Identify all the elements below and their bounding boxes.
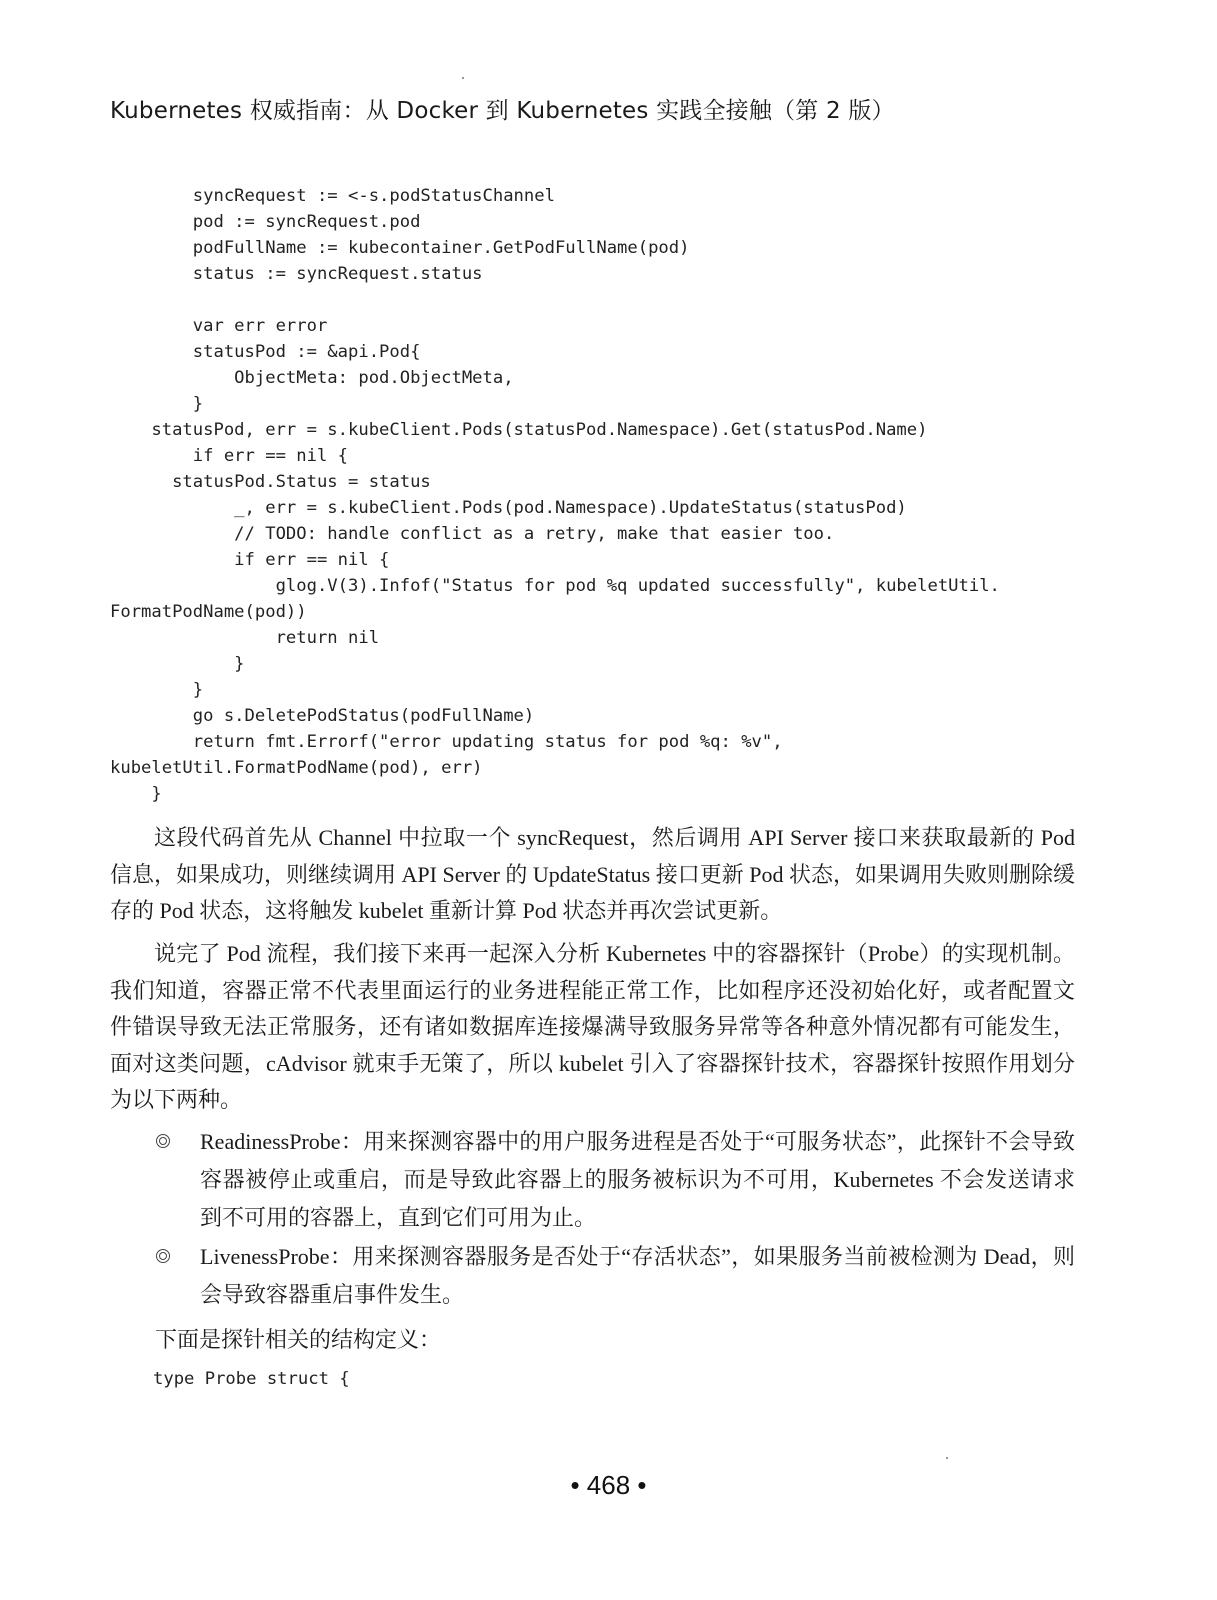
page-number: • 468 • (570, 1470, 647, 1500)
scan-speck (946, 1457, 948, 1459)
code-block-probe-struct: type Probe struct { (153, 1369, 350, 1389)
paragraph-struct-intro: 下面是探针相关的结构定义： (155, 1327, 442, 1352)
code-block-status-sync: syncRequest := <-s.podStatusChannel pod := syncRequest.pod podFullName := kubecontainer.GetPodFullName(pod) status := syncRequest.status var err error statusPod := &api.Pod{ ObjectMeta: pod.ObjectMeta, } statusPod, err = s.kubeClient.Pods(statusPod.Namespace).Get(statusPod.Name) if err == nil { statusPod.Status = status _, err = s.kubeClient.Pods(pod.Namespace).UpdateStatus(statusPod) // TODO: handle conflict as a retry, make that easier too. if err == nil { glog.V(3).Infof("Status for pod %q updated successfully", kubeletUtil. FormatPodName(pod)) return nil } } go s.DeletePodStatus(podFullName) return fmt.Errorf("error updating status for pod %q: %v", kubeletUtil.FormatPodName(pod), err) } (110, 186, 1000, 804)
paragraph-code-explanation: 这段代码首先从 Channel 中拉取一个 syncRequest，然后调用 API Server 接口来获取最新的 Pod 信息，如果成功，则继续调用 API Server 的 UpdateStatus 接口更新 Pod 状态，如果调用失败则删除缓存的 Pod 状态，这将触发 kubelet 重新计算 Pod 状态并再次尝试更新。 (110, 825, 1075, 923)
list-item-text: LivenessProbe：用来探测容器服务是否处于“存活状态”，如果服务当前被检测为 Dead，则会导致容器重启事件发生。 (200, 1244, 1075, 1307)
paragraph-probe-intro: 说完了 Pod 流程，我们接下来再一起深入分析 Kubernetes 中的容器探针（Probe）的实现机制。我们知道，容器正常不代表里面运行的业务进程能正常工作，比如程序还没初始化好，或者配置文件错误导致无法正常服务，还有诸如数据库连接爆满导致服务异常等各种意外情况都有可能发生，面对这类问题，cAdvisor 就束手无策了，所以 kubelet 引入了容器探针技术，容器探针按照作用划分为以下两种。 (110, 941, 1075, 1112)
running-header: Kubernetes 权威指南：从 Docker 到 Kubernetes 实践全接触（第 2 版） (110, 98, 895, 124)
list-item-text: ReadinessProbe：用来探测容器中的用户服务进程是否处于“可服务状态”，此探针不会导致容器被停止或重启，而是导致此容器上的服务被标识为不可用，Kubernetes 不会发送请求到不可用的容器上，直到它们可用为止。 (200, 1129, 1075, 1230)
hollow-circle-bullet-icon (155, 1248, 171, 1264)
scan-speck (462, 77, 464, 79)
hollow-circle-bullet-icon (155, 1133, 171, 1149)
list-item-readiness-probe (155, 1123, 1075, 1237)
list-item-liveness-probe (155, 1238, 1075, 1314)
